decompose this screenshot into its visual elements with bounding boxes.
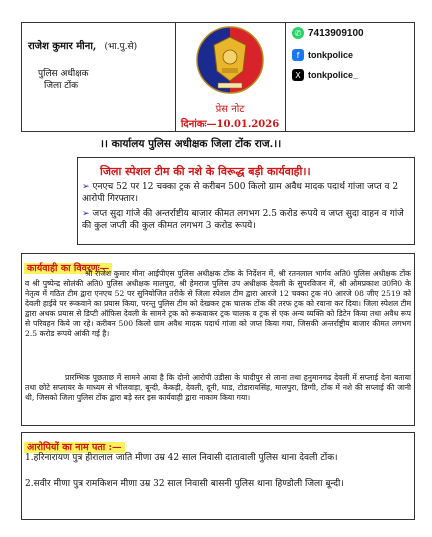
details-para-2: प्रारम्भिक पूछताछ में सामने आया है कि दोनो आरोपी उडीसा के घादीपुर से लाना तथा हनुमानगढ देवली में सप्लाई देना बताया तथा छोटे सप्लायर के माध्यम से भीलवाड़ा, बून्दी, केकड़ी, देवली, दूनी, घाड, टोडारायसिंह, मालपुरा, डिग्गी, टोंक में नशे की सप्लाई की जानी थी, जिसको जिला पुलिस टोंक द्वारा बड़े स्तर इस कार्यवाही द्वारा नाकाम किया गया।: [25, 373, 411, 402]
office-title: ।। कार्यालय पुलिस अधीक्षक जिला टोंक राज.।।: [100, 138, 282, 150]
x-handle: tonkpolice_: [308, 70, 359, 80]
letterhead-divider-right: [285, 22, 286, 132]
designation-line2: जिला टोंक: [44, 81, 79, 91]
officer-name: राजेश कुमार मीना,: [28, 41, 97, 52]
bullet-arrow-icon: ➢: [82, 209, 90, 219]
x-icon: X: [292, 69, 304, 81]
designation-line1: पुलिस अधीक्षक: [38, 69, 89, 79]
facebook-icon: f: [292, 49, 304, 61]
bullet-arrow-icon: ➢: [82, 182, 90, 192]
bullet-1-text: एनएच 52 पर 12 चक्का ट्रक से करीबन 500 किलो ग्राम अवैध मादक पदार्थ गांजा जप्त व 2 आरोपी गिरफ्तार।: [82, 182, 399, 204]
social-whatsapp[interactable]: [292, 25, 412, 41]
accused-1: 1.हरिनारायण पुत्र हीरालाल जाति मीणा उम्र 42 साल निवासी दातावाली पुलिस थाना देवली टोंक।: [25, 453, 338, 463]
accused-heading-text: आरोपियों का नाम पता :—: [24, 442, 125, 453]
social-links: [292, 25, 412, 83]
officer-service: (भा.पु.से): [104, 42, 138, 52]
details-para-1: श्री राजेश कुमार मीना आईपीएस पुलिस अधीक्षक टोंक के निर्देशन में, श्री रतनलाल भार्गव अति0 पुलिस अधीक्षक टोंक व श्री पुष्पेन्द्र सोलंकी अति0 पुलिस अधीक्षक मालपुरा, श्री हेमराज पुलिस उप अधीक्षक देवली के सुपरविजन में, श्री ओमप्रकाश उ0नि0 के नेतृत्व में गठित टीम द्वारा एनएच 52 पर सुनियोजित तरीके से जिला स्पेशल टीम द्वारा आरजे 12 चक्का ट्रक नं0 आरजे 08 जीए 2519 को देवली हाईवे पर रूकवाने का प्रयास किया, परन्तु पुलिस टीम को देखकर ट्रक चालक टोंक की तरफ ट्रक को रवाना कर दिया। जिला स्पेशल टीम द्वारा अथक प्रयास से डिप्टी ऑफिस देवली के सामने ट्रक को रूकवाकर ट्रक चालक व ट्रक से एक अन्य व्यक्ति को डिटेन किया तथा अवैध रूप से परिवहन किये जा रहे। करीबन 500 किलो ग्राम अवैध मादक पदार्थ गांजा को जप्त किया गया, जिसकी अन्तर्राष्ट्रीय बाजार कीमत लगभग 2.5 करोड रूपये आंकी गई है।: [25, 269, 411, 338]
whatsapp-icon: ✆: [292, 27, 304, 39]
accused-2: 2.सवीर मीणा पुत्र रामकिशन मीणा उम्र 32 साल निवासी बासनी पुलिस थाना हिण्डोली जिला बून्दी।: [25, 479, 344, 489]
facebook-handle: tonkpolice: [308, 50, 354, 60]
whatsapp-number: 7413909100: [308, 27, 364, 39]
headline: जिला स्पेशल टीम की नशे के विरूद्ध बड़ी कार्यवाही।।: [100, 165, 311, 178]
press-note-date: दिनांकः—10.01.2026: [180, 119, 280, 130]
rajasthan-police-logo: [190, 23, 270, 97]
bullet-1: [82, 181, 410, 205]
bullet-2: [82, 208, 410, 232]
social-x[interactable]: [292, 67, 412, 83]
social-facebook[interactable]: [292, 47, 412, 63]
bullet-2-text: जप्त सुदा गांजे की अन्तर्राष्टीय बाजार कीमत लगभग 2.5 करोड रूपये व जप्त सुदा वाहन व गांजे की कुल जप्ती की कुल कीमत लगभग 3 करोड रूपये।: [82, 209, 404, 231]
officer-block: [28, 34, 174, 53]
details-heading-text: कार्यवाही का विवरणः—: [24, 263, 112, 274]
press-note-label: प्रेस नोट: [215, 104, 245, 115]
